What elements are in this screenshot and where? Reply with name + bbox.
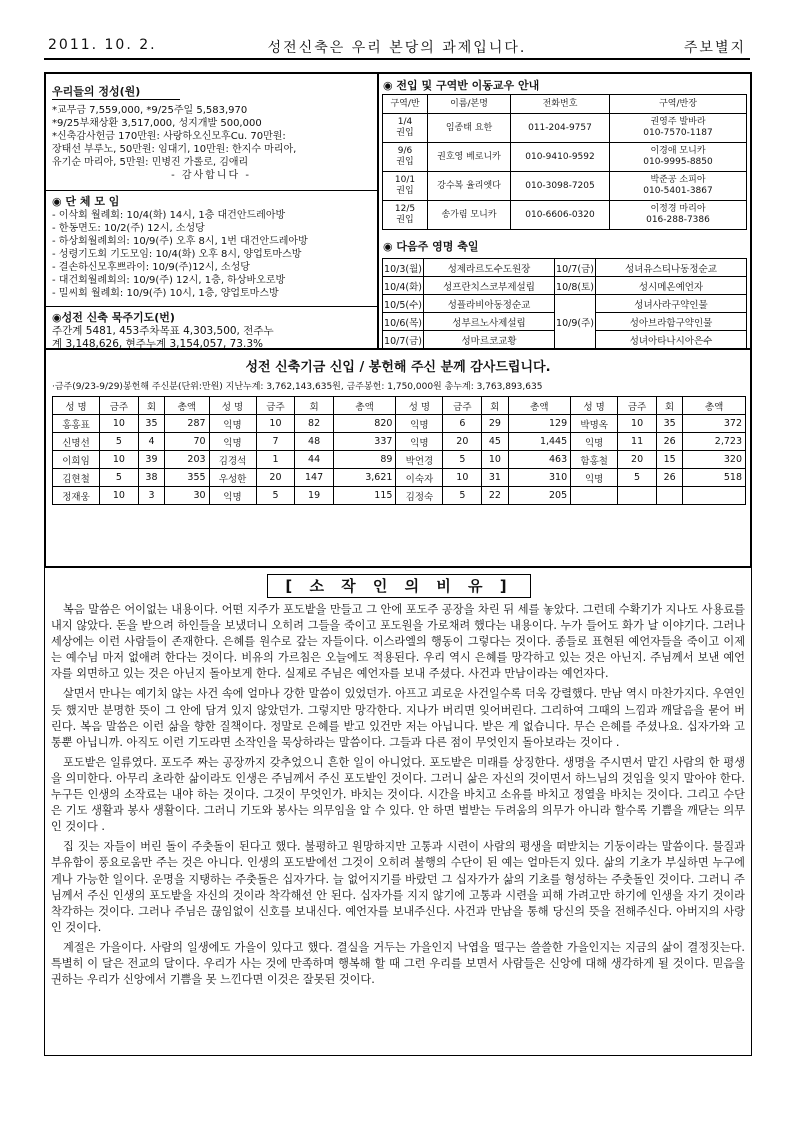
bulletin-date: 2011. 10. 2.	[48, 37, 157, 53]
table-row	[383, 259, 747, 277]
donor-total: 205	[508, 487, 571, 505]
cell-phone: 010-9410-9592	[511, 143, 610, 172]
feast-saint: 성녀아타나시아은수	[596, 331, 747, 349]
column-header: 총액	[508, 397, 571, 415]
prayer-line: 주간계 5481, 453주차목표 4,303,500, 전주누	[52, 325, 274, 337]
column-header: 구역/반	[383, 95, 428, 114]
donor-total: 70	[165, 433, 209, 451]
cell-leader: 권영주 발바라 010-7570-1187	[610, 114, 747, 143]
sermon-paragraph: 포도밭은 일류였다. 포도주 짜는 공장까지 갖추었으니 흔한 일이 아니었다. 포도밭은 미래를 상징한다. 생명을 주시면서 맡긴 사람의 한 평생을 의미한다. 아무리 초라한 삶이라도 인생은 주님께서 주신 포도밭인 것이다. 그러니 삶은 자신의 것이면서 하느님의 것임을 잊지 말아야 한다. 누구든 인생의 소작료는 내야 하는 것이다. 그것이 무엇인가. 바치는 것이다. 시간을 바치고 소유를 바치고 정열을 바치는 것이다. 그리고 수단은 기도 생활과 봉사 생활이다. 그러니 기도와 봉사는 의무임을 알 수 있다. 안 하면 벌받는 두려움의 의무가 아니라 할수록 기쁨을 깨닫는 의무인 것이다 .	[51, 755, 745, 834]
group-item: - 결손하신모후쁘라이: 10/9(주)12시, 소성당	[52, 262, 250, 273]
feast-saint: 성부르노사제설립	[424, 313, 555, 331]
donor-value: 82	[295, 415, 333, 433]
sermon-paragraph: 집 짓는 자들이 버린 돌이 주춧돌이 된다고 했다. 불평하고 원망하지만 고통과 시련이 사람의 평생을 떠받치는 기둥이라는 말씀이다. 물질과 부유함이 풍요로움만 주는 것은 아니다. 인생의 포도밭에선 그것이 오히려 불행의 수단이 된 예는 얼마든지 있다. 삶의 기초가 부실하면 누구에게나 가능한 일이다. 운명을 지탱하는 주춧돌은 십자가다. 늘 없어지기를 바랐던 그 십자가가 삶의 기초를 형성하는 주춧돌인 것이다. 그러니 주님께서 주신 인생의 포도밭을 자신의 것이라 착각해선 안 된다. 십자가를 지지 않기에 고통과 시련을 피해 가려고만 하기에 인생을 자기 것이라 착각하는 것이다. 그러나 주님은 끊임없이 신호를 보내신다. 예언자를 보내주신다. 사건과 만남을 통해 당신의 뜻을 전해주신다. 아버지의 사랑인 것이다.	[51, 840, 745, 934]
donor-name: 김정숙	[396, 487, 443, 505]
donor-value: 20	[443, 433, 482, 451]
bulletin-body	[44, 72, 752, 1056]
feasts-title: ◉ 다음주 영명 축일	[383, 240, 479, 253]
donor-value: 45	[482, 433, 508, 451]
table-row	[53, 451, 746, 469]
table-row	[383, 201, 747, 230]
left-info-panel	[45, 73, 378, 349]
donor-total: 1,445	[508, 433, 571, 451]
group-item: - 이삭회 월례회: 10/4(화) 14시, 1층 대건안드레아방	[52, 210, 286, 221]
column-header: 성 명	[209, 397, 256, 415]
donor-name: 익명	[209, 487, 256, 505]
donor-total: 320	[683, 451, 746, 469]
cell-phone: 011-204-9757	[511, 114, 610, 143]
column-header: 이름/본명	[428, 95, 511, 114]
donor-total: 2,723	[683, 433, 746, 451]
donor-name: 이희임	[53, 451, 100, 469]
donor-value: 7	[256, 433, 295, 451]
donor-value: 5	[443, 451, 482, 469]
table-row	[53, 469, 746, 487]
feast-date: 10/6(목)	[383, 313, 424, 331]
cell-leader: 박준공 소피아 010-5401-3867	[610, 172, 747, 201]
column-header: 성 명	[396, 397, 443, 415]
feast-saint: 성마르코교황	[424, 331, 555, 349]
sermon-paragraph: 살면서 만나는 예기치 않는 사건 속에 얼마나 강한 말씀이 있었던가. 아프고 괴로운 사건일수록 더욱 강렬했다. 만남 역시 마찬가지다. 우연인 듯 했지만 분명한 뜻이 그 안에 담겨 있지 않았던가. 그렇지만 망각한다. 지나가 버리면 잊어버린다. 그리하여 그때의 느낌과 깨달음을 묻어 버린다. 복음 말씀은 이런 삶을 향한 질책이다. 정말로 은혜를 받고 있건만 저는 아닙니다. 받은 게 없습니다. 무슨 은혜를 주셨나요. 십자가와 고통뿐 아닙니까. 아직도 이런 기도라면 소작인을 묵상하라는 말씀이다. 그들과 다른 점이 무엇인지 돌아보라는 것이다 .	[51, 687, 745, 749]
donor-value: 3	[138, 487, 164, 505]
cell-name: 송가림 모니카	[428, 201, 511, 230]
sermon-body	[51, 602, 745, 992]
donor-total: 372	[683, 415, 746, 433]
donor-value: 44	[295, 451, 333, 469]
donor-name: 박언경	[396, 451, 443, 469]
donor-name: 이숙자	[396, 469, 443, 487]
offering-line: *교무금 7,559,000, *9/25주일 5,583,970	[52, 105, 248, 116]
prayer-title: ◉성전 신축 묵주기도(번)	[52, 311, 175, 324]
group-item: - 한동면도: 10/2(주) 12시, 소성당	[52, 223, 205, 234]
group-item: - 성령기도회 기도모임: 10/4(화) 오후 8시, 양업토마스방	[52, 249, 302, 260]
donor-value: 10	[100, 487, 139, 505]
donor-value: 5	[100, 433, 139, 451]
donor-value: 10	[618, 415, 657, 433]
fund-summary: ·금주(9/23-9/29)봉헌해 주신분(단위:만원) 지난누계: 3,762,143,635원, 금주봉헌: 1,750,000원 총누계: 3,763,893,635	[52, 382, 543, 392]
column-header: 금주	[618, 397, 657, 415]
donor-total: 287	[165, 415, 209, 433]
donor-value: 5	[256, 487, 295, 505]
table-row	[53, 433, 746, 451]
table-header-row	[53, 397, 746, 415]
donor-total: 89	[333, 451, 396, 469]
donor-name	[571, 487, 618, 505]
donor-value: 38	[138, 469, 164, 487]
donor-total: 355	[165, 469, 209, 487]
donor-value: 39	[138, 451, 164, 469]
donor-value: 19	[295, 487, 333, 505]
donor-name: 정재웅	[53, 487, 100, 505]
donor-total: 310	[508, 469, 571, 487]
cell-phone: 010-6606-0320	[511, 201, 610, 230]
divider	[46, 306, 377, 307]
offerings-thanks: - 감사합니다 -	[171, 170, 251, 181]
column-header: 회	[138, 397, 164, 415]
feast-saint: 성녀유스티나동정순교	[596, 259, 747, 277]
feast-saint: 성시메온예언자	[596, 277, 747, 295]
donor-value: 10	[100, 451, 139, 469]
donor-value: 147	[295, 469, 333, 487]
column-header: 총액	[333, 397, 396, 415]
cell-area: 10/1 권입	[383, 172, 428, 201]
offering-line: 장태선 부루노, 50만원: 임대기, 10만원: 한지수 마리아,	[52, 144, 297, 155]
cell-name: 강수복 율리엣다	[428, 172, 511, 201]
offering-line: *신축감사헌금 170만원: 사랑하오신모후Cu. 70만원:	[52, 131, 286, 142]
column-header: 성 명	[571, 397, 618, 415]
feast-saint: 성제라르도수도원장	[424, 259, 555, 277]
feast-date: 10/7(금)	[555, 259, 596, 277]
donor-name: 박명옥	[571, 415, 618, 433]
donor-value: 29	[482, 415, 508, 433]
donor-value: 5	[618, 469, 657, 487]
donor-total: 820	[333, 415, 396, 433]
feasts-table	[382, 258, 747, 349]
donor-value	[657, 487, 683, 505]
feast-saint: 성플라비아동정순교	[424, 295, 555, 313]
fund-title: 성전 신축기금 신입 / 봉헌해 주신 분께 감사드립니다.	[245, 360, 551, 375]
donor-value: 10	[256, 415, 295, 433]
table-row	[53, 415, 746, 433]
building-fund-panel	[45, 349, 751, 567]
donor-value: 35	[138, 415, 164, 433]
feast-date: 10/3(월)	[383, 259, 424, 277]
donor-value: 5	[443, 487, 482, 505]
donor-name: 김경석	[209, 451, 256, 469]
donor-value: 15	[657, 451, 683, 469]
fund-rows	[53, 415, 746, 505]
feast-date: 10/5(수)	[383, 295, 424, 313]
group-item: - 대건회월례회의: 10/9(주) 12시, 1층, 하상바오로방	[52, 275, 286, 286]
donor-name: 익명	[209, 415, 256, 433]
donor-value: 20	[618, 451, 657, 469]
column-header: 금주	[100, 397, 139, 415]
donor-name: 익명	[571, 469, 618, 487]
offerings-section	[52, 80, 370, 182]
table-row	[53, 487, 746, 505]
cell-area: 1/4 권입	[383, 114, 428, 143]
donor-total: 203	[165, 451, 209, 469]
donor-value: 10	[100, 415, 139, 433]
donor-name: 김현철	[53, 469, 100, 487]
donor-value: 31	[482, 469, 508, 487]
donor-name: 함홍철	[571, 451, 618, 469]
sermon-section	[45, 567, 751, 1055]
donor-total	[683, 487, 746, 505]
feast-date: 10/7(금)	[383, 331, 424, 349]
column-header: 금주	[256, 397, 295, 415]
column-header: 성 명	[53, 397, 100, 415]
cell-leader: 이정경 마리아 016-288-7386	[610, 201, 747, 230]
donor-value: 10	[482, 451, 508, 469]
column-header: 구역/반장	[610, 95, 747, 114]
page-header	[44, 34, 750, 60]
transfers-title: ◉ 전입 및 구역반 이동교우 안내	[383, 79, 540, 92]
feast-saint: 성프란치스코부제설립	[424, 277, 555, 295]
column-header: 회	[657, 397, 683, 415]
donor-value: 35	[657, 415, 683, 433]
cell-area: 9/6 권입	[383, 143, 428, 172]
sermon-title: [ 소 작 인 의 비 유 ]	[267, 574, 531, 598]
bulletin-slogan: 성전신축은 우리 본당의 과제입니다.	[267, 40, 527, 56]
feast-date: 10/9(주)	[555, 295, 596, 349]
donor-value: 10	[443, 469, 482, 487]
donor-value	[618, 487, 657, 505]
sermon-paragraph: 계절은 가을이다. 사람의 일생에도 가을이 있다고 했다. 결실을 거두는 가을인지 낙엽을 떨구는 쓸쓸한 가을인지는 지금의 삶이 결정짓는다. 특별히 이 달은 전교의 달이다. 우리가 사는 것에 만족하며 행복해 할 때 그런 우리를 보면서 사람들은 신앙에 대해 생각하게 될 것이다. 믿음을 권하는 우리가 신앙에서 기쁨을 못 느낀다면 이것은 잘못된 것이다.	[51, 940, 745, 987]
donor-name: 익명	[571, 433, 618, 451]
cell-name: 권호영 베로니카	[428, 143, 511, 172]
donor-value: 11	[618, 433, 657, 451]
donor-total: 129	[508, 415, 571, 433]
donor-total: 463	[508, 451, 571, 469]
group-item: - 하상회월례회의: 10/9(주) 오후 8시, 1번 대건안드레아방	[52, 236, 308, 247]
donor-total: 518	[683, 469, 746, 487]
prayer-line: 계 3,148,626, 현주누계 3,154,057, 73.3%	[52, 338, 263, 350]
donor-total: 115	[333, 487, 396, 505]
groups-section	[52, 193, 370, 300]
donor-value: 6	[443, 415, 482, 433]
column-header: 총액	[165, 397, 209, 415]
donor-name: 익명	[396, 415, 443, 433]
donor-total: 337	[333, 433, 396, 451]
donor-name: 익명	[396, 433, 443, 451]
transfers-table	[382, 94, 747, 230]
table-row	[383, 172, 747, 201]
cell-name: 임종태 요한	[428, 114, 511, 143]
donor-value: 48	[295, 433, 333, 451]
table-header-row	[383, 95, 747, 114]
donor-value: 20	[256, 469, 295, 487]
column-header: 회	[482, 397, 508, 415]
table-row	[383, 295, 747, 313]
column-header: 전화번호	[511, 95, 610, 114]
groups-list	[52, 209, 370, 300]
table-row	[383, 143, 747, 172]
donor-value: 5	[100, 469, 139, 487]
feast-date: 10/8(토)	[555, 277, 596, 295]
donor-name: 우성한	[209, 469, 256, 487]
donor-total: 30	[165, 487, 209, 505]
column-header: 회	[295, 397, 333, 415]
feast-date: 10/4(화)	[383, 277, 424, 295]
donor-name: 익명	[209, 433, 256, 451]
donor-value: 26	[657, 433, 683, 451]
donor-name: 홍홍표	[53, 415, 100, 433]
sermon-paragraph: 복음 말씀은 어이없는 내용이다. 어떤 지주가 포도밭을 만들고 그 안에 포도주 공장을 차린 뒤 세를 놓았다. 그런데 수확기가 지나도 사용료를 내지 않았다. 돈을 받으려 하인들을 보냈더니 오히려 그들을 죽이고 포도원을 가로채려 했다는 내용이다. 누가 들어도 화가 날 이야기다. 그러나 세상에는 이런 사람들이 존재한다. 은혜를 원수로 갚는 자들이다. 이스라엘의 행동이 그렇다는 것이다. 종들로 표현된 예언자들을 죽이고 이제는 예수님 마저 없애려 한다는 것이다. 비유의 가르침은 오늘에도 적용된다. 우리 역시 은혜를 망각하고 있는 것은 아닌지. 주님께서 보낸 예언자를 외면하고 있는 것은 아닌지 돌아보게 한다. 실제로 주님은 예언자를 보내 주셨다. 사건과 만남이라는 예언자다.	[51, 603, 745, 681]
group-item: - 밀씨회 월례회: 10/9(주) 10시, 1층, 양업토마스방	[52, 288, 279, 299]
donor-name: 신명선	[53, 433, 100, 451]
column-header: 총액	[683, 397, 746, 415]
donor-value: 4	[138, 433, 164, 451]
offering-line: 유기순 마리아, 5만원: 민병진 가롤로, 김애리	[52, 157, 249, 168]
divider	[46, 190, 377, 191]
offerings-title: 우리들의 정성(원)	[52, 83, 180, 100]
fund-table	[52, 396, 746, 505]
groups-title: ◉ 단 체 모 임	[52, 195, 120, 208]
prayer-section	[52, 309, 374, 351]
column-header: 금주	[443, 397, 482, 415]
cell-leader: 이경애 모니카 010-9995-8850	[610, 143, 747, 172]
donor-value: 1	[256, 451, 295, 469]
donor-total: 3,621	[333, 469, 396, 487]
table-row	[383, 114, 747, 143]
bulletin-label: 주보별지	[683, 40, 746, 56]
donor-value: 26	[657, 469, 683, 487]
donor-value: 22	[482, 487, 508, 505]
offerings-lines	[52, 104, 370, 182]
cell-phone: 010-3098-7205	[511, 172, 610, 201]
feast-saint: 성아브라함구약인물	[596, 313, 747, 331]
cell-area: 12/5 권입	[383, 201, 428, 230]
table-row	[383, 277, 747, 295]
feast-saint: 성녀사라구약인물	[596, 295, 747, 313]
offering-line: *9/25부채상환 3,517,000, 성지개발 500,000	[52, 118, 262, 129]
right-info-panel	[378, 73, 751, 349]
